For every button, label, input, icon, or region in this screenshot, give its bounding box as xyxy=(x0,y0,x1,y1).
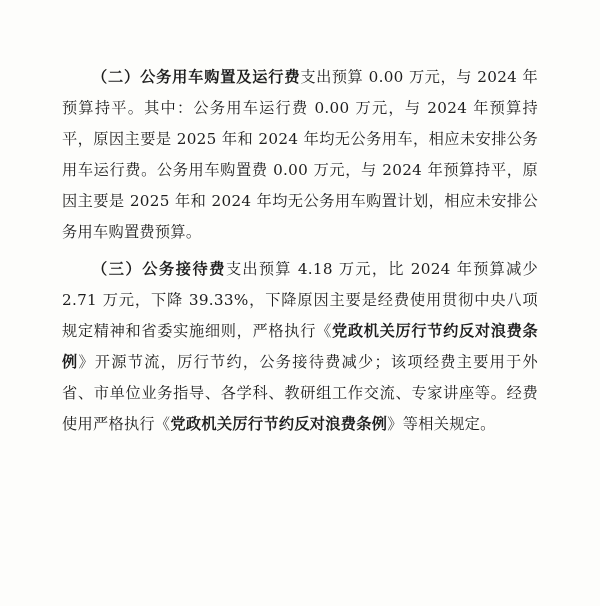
regulation-title-2: 党政机关厉行节约反对浪费条例 xyxy=(170,415,388,433)
paragraph-text-run-3: 》等相关规定。 xyxy=(387,415,496,433)
paragraph-text-run-2: 》开源节流，厉行节约，公务接待费减少；该项经费主要用于外省、市单位业务指导、各学科、教研组工作交流、专家讲座等。经费使用严格执行《 xyxy=(62,353,538,433)
paragraph-lead-label: （三）公务接待费 xyxy=(92,260,226,278)
paragraph-lead-label: （二）公务用车购置及运行费 xyxy=(92,68,301,86)
document-body xyxy=(62,62,538,596)
regulation-title-1: 党政机关厉行节约反对浪费条例 xyxy=(62,322,538,371)
paragraph-official-reception xyxy=(62,254,538,440)
page-bottom-whitespace xyxy=(62,446,538,596)
paragraph-text-run-1: 支出预算 4.18 万元，比 2024 年预算减少 2.71 万元，下降 39.33%，下降原因主要是经费使用贯彻中央八项规定精神和省委实施细则，严格执行《 xyxy=(62,260,538,340)
paragraph-text: 支出预算 0.00 万元，与 2024 年预算持平。其中：公务用车运行费 0.00 万元，与 2024 年预算持平，原因主要是 2025 年和 2024 年均无公务用车，相应未安排公务用车运行费。公务用车购置费 0.00 万元，与 2024 年预算持平，原因主要是 2025 年和 2024 年均无公务用车购置计划，相应未安排公务用车购置费预算。 xyxy=(62,68,538,241)
paragraph-official-vehicle xyxy=(62,62,538,248)
